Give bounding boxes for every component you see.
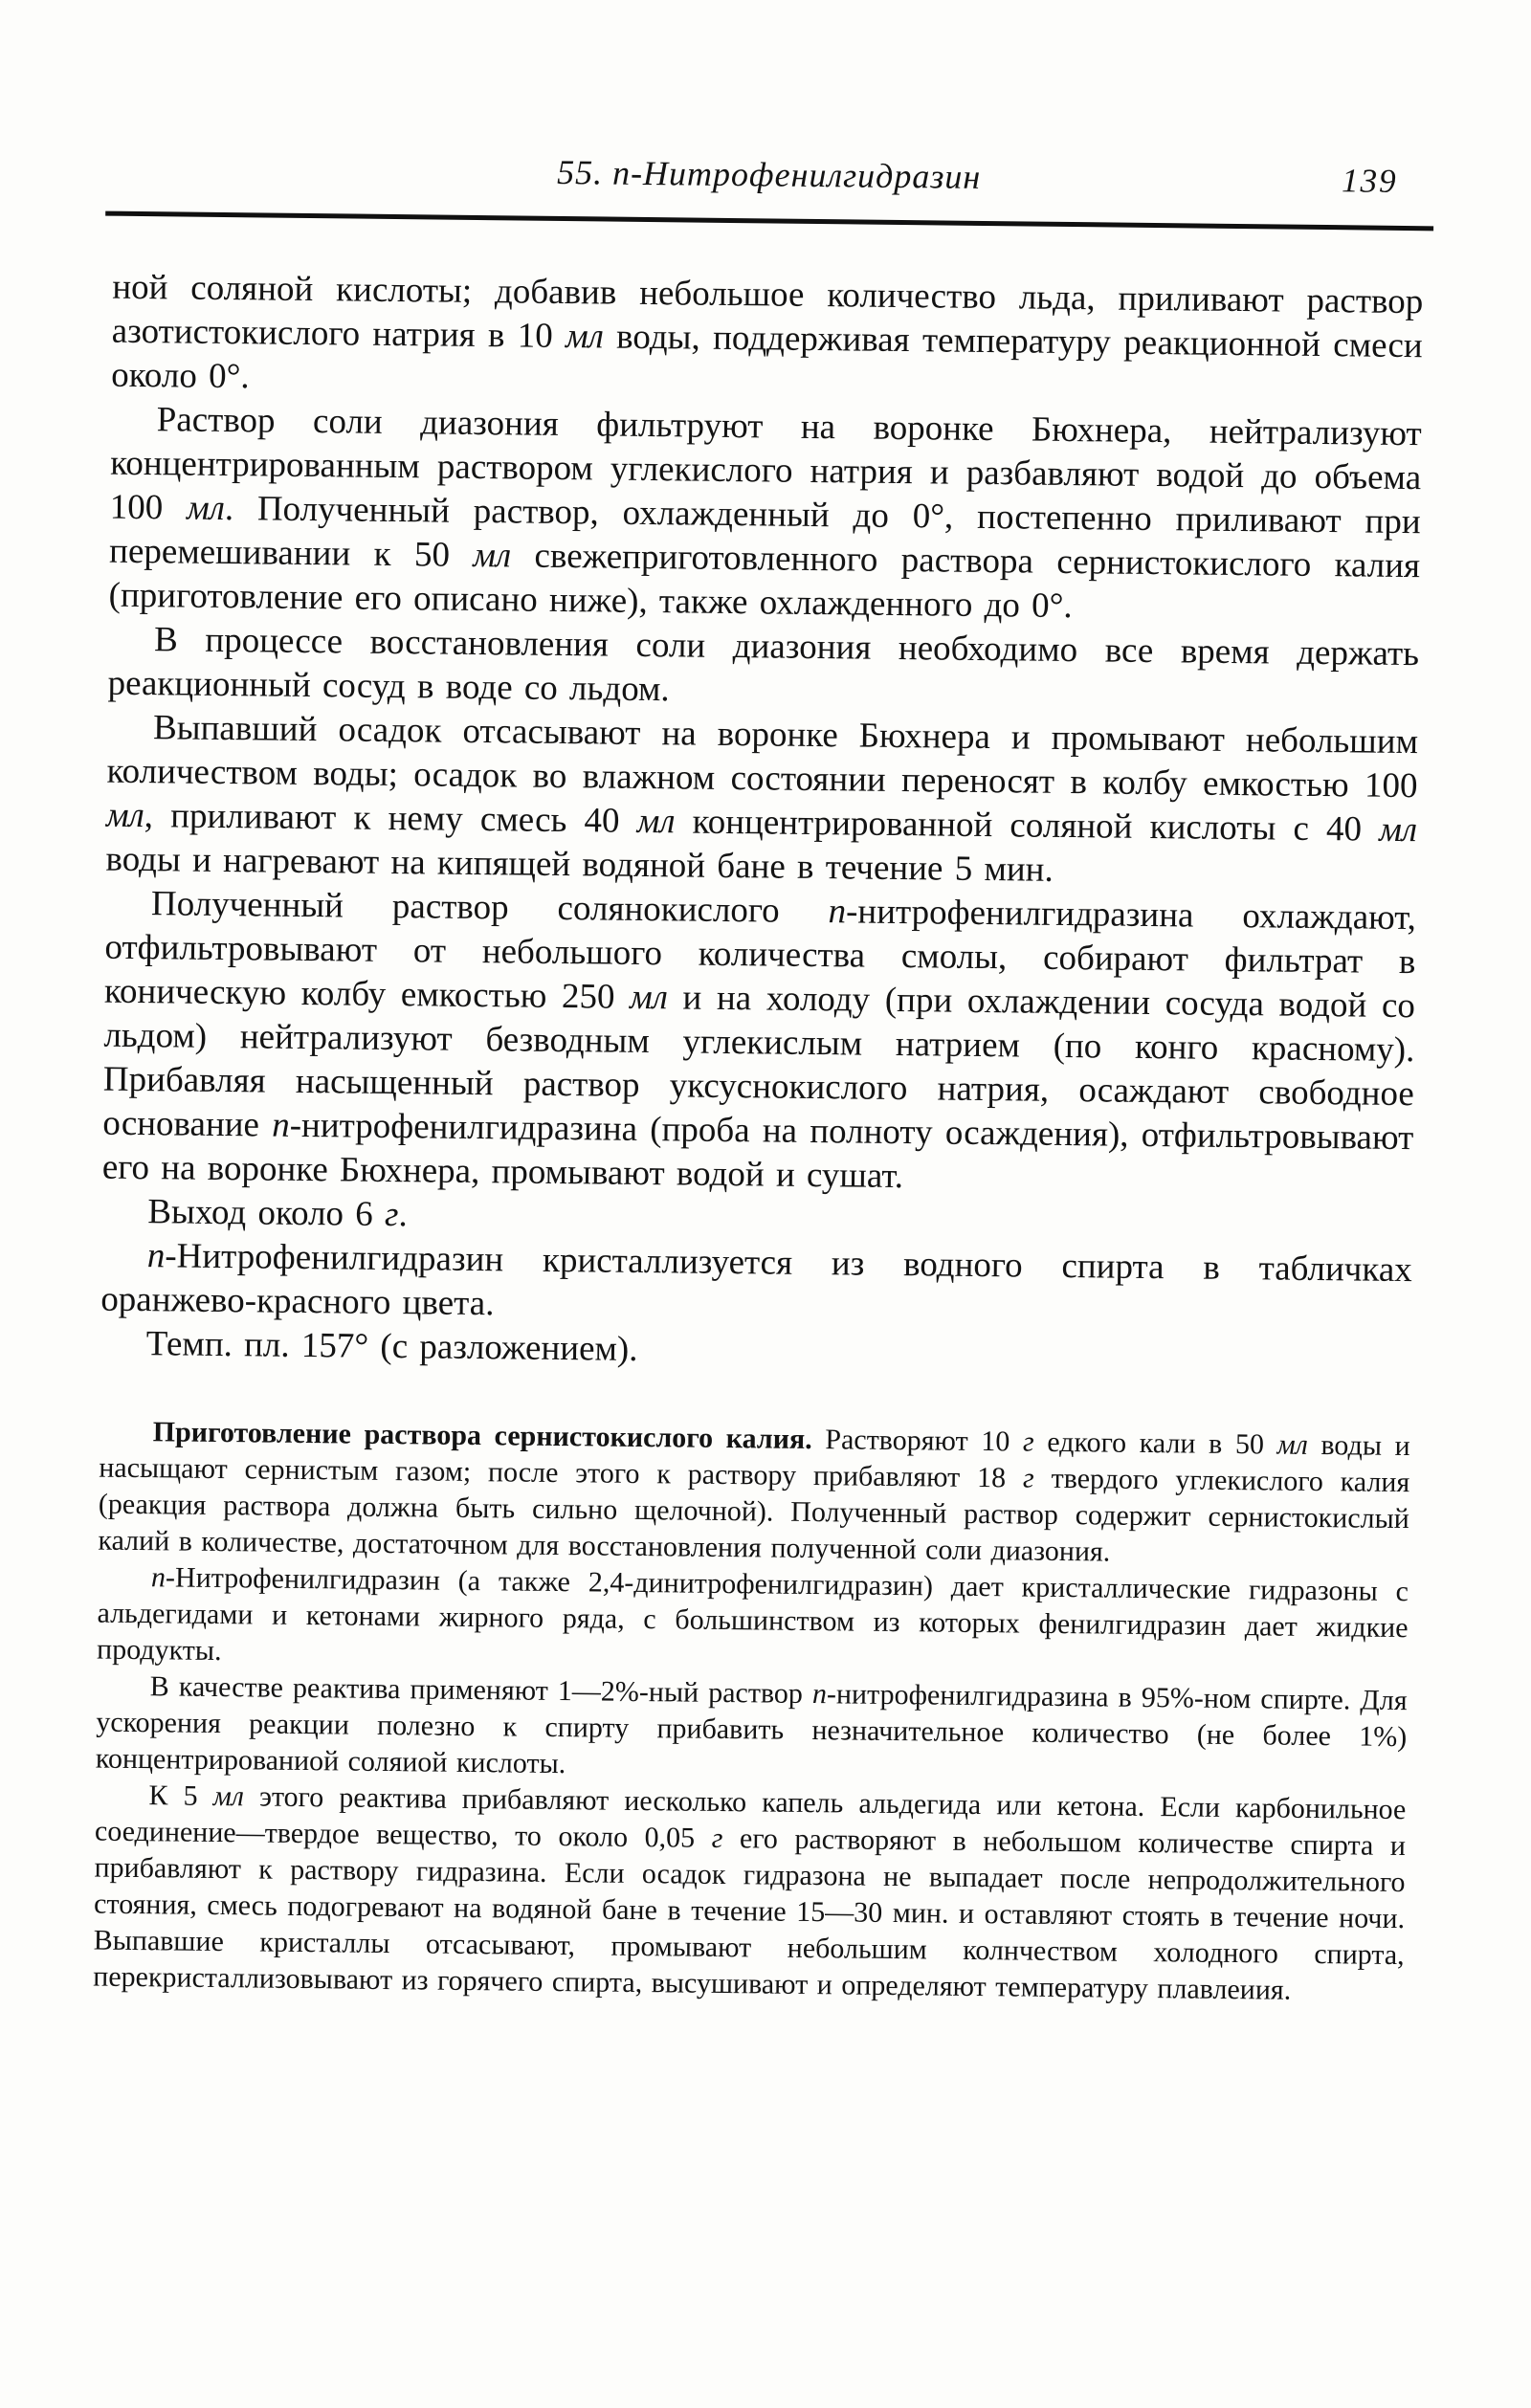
text-run: воды и нагревают на кипящей водяной бане в течение 5 мин. xyxy=(105,839,1054,890)
paragraph xyxy=(98,1414,1410,1575)
paragraph xyxy=(108,398,1422,633)
paragraph xyxy=(105,706,1418,897)
text-run: Растворяют 10 xyxy=(811,1424,1024,1458)
paragraph xyxy=(96,1668,1408,1793)
italic-run: мл xyxy=(565,317,605,357)
paragraph xyxy=(102,882,1417,1205)
italic-run: г xyxy=(1022,1425,1034,1458)
italic-run: п xyxy=(271,1105,290,1145)
text-run: -нитрофенилгидразина охлаждают, отфильтровывают от небольшого количества смолы, собирают фильтрат в коническую колбу емкостью 250 xyxy=(103,892,1417,1017)
text-run: Раствор соли диазония фильтруют на воронке Бюхнера, нейтрализуют концентрированным раствором углекислого натрия и разбавляют водой до объема 100 xyxy=(109,400,1422,528)
italic-run: мл xyxy=(636,801,676,842)
paragraph xyxy=(111,266,1423,413)
text-run: этого реактива прибавляют иесколько капель альдегида или кетона. Если карбонильное соединение—твердое вещество, то около 0,05 xyxy=(94,1780,1407,1854)
text-run: . Полученный раствор, охлажденный до 0°, постепенно приливают при перемешивании к 50 xyxy=(108,489,1421,575)
text-run: и на холоду (при охлаждении сосуда водой со льдом) нейтрализуют безводным углекислым натрием (по конго красному). Прибавляя насыщенный раствор уксуснокислого натрия, осаждают свободное основание xyxy=(102,978,1416,1145)
italic-run: г xyxy=(384,1194,399,1235)
italic-run: п xyxy=(146,1236,166,1276)
text-run: едкого кали в 50 xyxy=(1033,1425,1277,1461)
text-run: В качестве реактива применяют 1—2%-ный раствор xyxy=(149,1670,813,1711)
text-run: Темп. пл. 157° (с разложением). xyxy=(145,1324,638,1369)
italic-run: г xyxy=(1022,1462,1034,1494)
italic-run: мл xyxy=(212,1779,245,1813)
italic-run: п xyxy=(811,1678,828,1711)
paragraph xyxy=(107,618,1419,721)
italic-run: п xyxy=(828,892,847,932)
text-run: его растворяют в небольшом количестве спирта и прибавляют к раствору гидразина. Если осадок гидразона не выпадает после непродолжительного стояния, смесь подогревают на водяной бане в течение 15—30 мин. и оставляют стоять в течение ночи. Выпавшие кристаллы отсасывают, промывают небольшим колнчеством холодного спирта, перекристаллизовывают из горячего спирта, высушивают и определяют температуру плавлеиия. xyxy=(93,1822,1407,2006)
text-run: -нитрофенилгидразина в 95%-ном спирте. Для ускорения реакции полезно к спирту прибавить незначительное количество (не более 1%) концентрированиой соляиой кислоты. xyxy=(95,1678,1408,1780)
page-header xyxy=(113,1,1426,211)
italic-run: мл xyxy=(1276,1428,1308,1461)
text-run: концентрированной соляной кислоты с 40 xyxy=(675,802,1380,850)
italic-run: мл xyxy=(186,488,226,529)
text-run: Выход около 6 xyxy=(147,1192,386,1234)
italic-run: мл xyxy=(629,977,669,1018)
text-run: -Нитрофенилгидразин (а также 2,4-динитрофенилгидразин) дает кристаллические гидразоны с альдегидами и кетонами жирного ряда, с большинством из которых фенилгидразин дает жидкие продукты. xyxy=(96,1561,1409,1668)
italic-run: мл xyxy=(473,535,512,576)
header-rule xyxy=(105,211,1433,232)
text-run: твердого углекислого калия (реакция раствора должна быть сильно щелочной). Полученный раствор содержит сернистокислый калий в количестве, достаточном для восстановления полученной соли диазония. xyxy=(98,1462,1410,1568)
italic-run: п xyxy=(150,1561,166,1594)
main-text-block xyxy=(100,266,1424,1381)
text-run: ной соляной кислоты; добавив небольшое количество льда, приливают раствор азотистокислого натрия в 10 xyxy=(111,267,1424,357)
paragraph xyxy=(93,1778,1406,2011)
text-run: -нитрофенилгидразина (проба на полноту осаждения), отфильтровывают его на воронке Бюхнера, промывают водой и сушат. xyxy=(101,1105,1414,1197)
running-head-title: 55. п-Нитрофенилгидразин xyxy=(556,152,982,196)
italic-run: мл xyxy=(1379,809,1418,851)
text-run: . xyxy=(398,1195,408,1235)
paragraph xyxy=(100,1234,1412,1337)
text-run: Полученный раствор солянокислого xyxy=(150,884,829,932)
page-content xyxy=(93,1,1427,2010)
text-run: В процессе восстановления соли диазония необходимо все время держать реакционный сосуд в воде со льдом. xyxy=(107,620,1420,710)
paragraph xyxy=(97,1559,1409,1684)
text-run: свежеприготовленного раствора сернистокислого калия (приготовление его описано ниже), также охлажденного до 0°. xyxy=(108,536,1421,627)
text-run: воды, поддерживая температуру реакционной смеси около 0°. xyxy=(111,317,1423,397)
text-run: воды и насыщают сернистым газом; после этого к раствору прибавляют 18 xyxy=(99,1428,1410,1494)
bold-run: Приготовление раствора сернистокислого калия. xyxy=(152,1416,812,1456)
text-run: К 5 xyxy=(148,1779,213,1812)
text-run: , приливают к нему смесь 40 xyxy=(144,796,637,841)
text-run: Выпавший осадок отсасывают на воронке Бюхнера и промывают небольшим количеством воды; осадок во влажном состоянии переносят в колбу емкостью 100 xyxy=(106,708,1419,806)
italic-run: мл xyxy=(105,795,145,836)
italic-run: г xyxy=(711,1822,723,1854)
text-run: -Нитрофенилгидразин кристаллизуется из водного спирта в табличках оранжево-красного цвета. xyxy=(100,1236,1412,1324)
page-number: 139 xyxy=(1341,162,1398,200)
fine-print-block xyxy=(93,1414,1410,2011)
